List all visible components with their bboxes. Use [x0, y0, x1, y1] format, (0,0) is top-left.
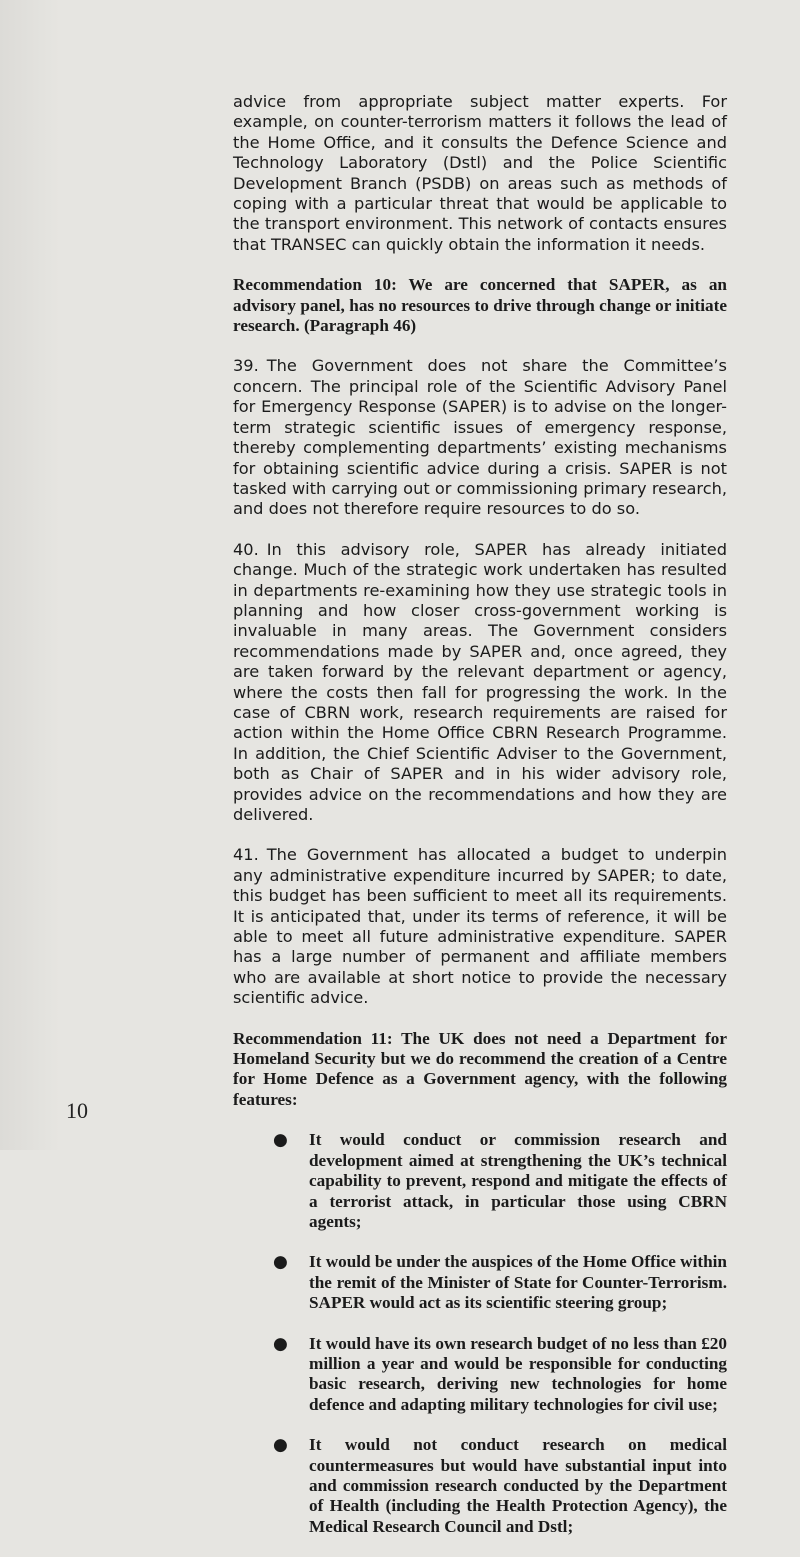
recommendation-10: Recommendation 10: We are concerned that SAPER, as an advisory panel, has no resources to drive through change or initiate research. (Paragraph 46) — [233, 275, 727, 336]
list-item — [273, 1252, 727, 1313]
paragraph-continuation: advice from appropriate subject matter experts. For example, on counter-terrorism matters it follows the lead of the Home Office, and it consults the Defence Science and Technology Laboratory (Dstl) and the Police Scientific Development Branch (PSDB) on areas such as methods of coping with a particular threat that would be applicable to the transport environment. This network of contacts ensures that TRANSEC can quickly obtain the information it needs. — [233, 92, 727, 254]
recommendation-11-features — [233, 1130, 727, 1537]
paragraph-text: The Government has allocated a budget to underpin any administrative expenditure incurred by SAPER; to date, this budget has been sufficient to meet all its requirements. It is anticipated that, under its terms of reference, it will be able to meet all future administrative expenditure. SAPER has a large number of permanent and affiliate members who are available at short notice to provide the necessary scientific advice. — [233, 845, 727, 1008]
bullet-text: It would have its own research budget of no less than £20 million a year and would be responsible for conducting basic research, deriving new technologies for home defence and adapting military technologies for civil use; — [309, 1333, 727, 1414]
paragraph-text: The Government does not share the Committee’s concern. The principal role of the Scientific Advisory Panel for Emergency Response (SAPER) is to advise on the longer-term strategic scientific issues of emergency response, thereby complementing departments’ existing mechanisms for obtaining scientific advice during a crisis. SAPER is not tasked with carrying out or commissioning primary research, and does not therefore require resources to do so. — [233, 356, 727, 519]
page-edge-shadow — [0, 0, 60, 1150]
bullet-icon: ● — [273, 1435, 288, 1456]
bullet-text: It would not conduct research on medical countermeasures but would have substantial input into and commission research conducted by the Department of Health (including the Health Protection Agency), the Medical Research Council and Dstl; — [309, 1435, 727, 1536]
recommendation-11: Recommendation 11: The UK does not need a Department for Homeland Security but we do recommend the creation of a Centre for Home Defence as a Government agency, with the following features: — [233, 1028, 727, 1109]
paragraph-41 — [233, 845, 727, 1008]
paragraph-39 — [233, 356, 727, 519]
bullet-icon: ● — [273, 1333, 288, 1354]
bullet-text: It would be under the auspices of the Home Office within the remit of the Minister of State for Counter-Terrorism. SAPER would act as its scientific steering group; — [309, 1252, 727, 1313]
bullet-text: It would conduct or commission research and development aimed at strengthening the UK’s technical capability to prevent, respond and mitigate the effects of a terrorist attack, in particular those using CBRN agents; — [309, 1130, 727, 1231]
list-item — [273, 1435, 727, 1537]
document-body — [233, 92, 727, 1557]
bullet-icon: ● — [273, 1130, 288, 1151]
page-number: 10 — [66, 1098, 88, 1123]
list-item — [273, 1334, 727, 1416]
paragraph-number: 41. — [233, 845, 259, 865]
paragraph-number: 40. — [233, 539, 259, 559]
bullet-icon: ● — [273, 1252, 288, 1273]
paragraph-40 — [233, 540, 727, 826]
paragraph-text: In this advisory role, SAPER has already initiated change. Much of the strategic work undertaken has resulted in departments re-examining how they use strategic tools in planning and how closer cross-government working is invaluable in many areas. The Government considers recommendations made by SAPER and, once agreed, they are taken forward by the relevant department or agency, where the costs then fall for progressing the work. In the case of CBRN work, research requirements are raised for action within the Home Office CBRN Research Programme. In addition, the Chief Scientific Adviser to the Government, both as Chair of SAPER and in his wider advisory role, provides advice on the recommendations and how they are delivered. — [233, 539, 727, 824]
paragraph-number: 39. — [233, 356, 259, 376]
list-item — [273, 1130, 727, 1232]
